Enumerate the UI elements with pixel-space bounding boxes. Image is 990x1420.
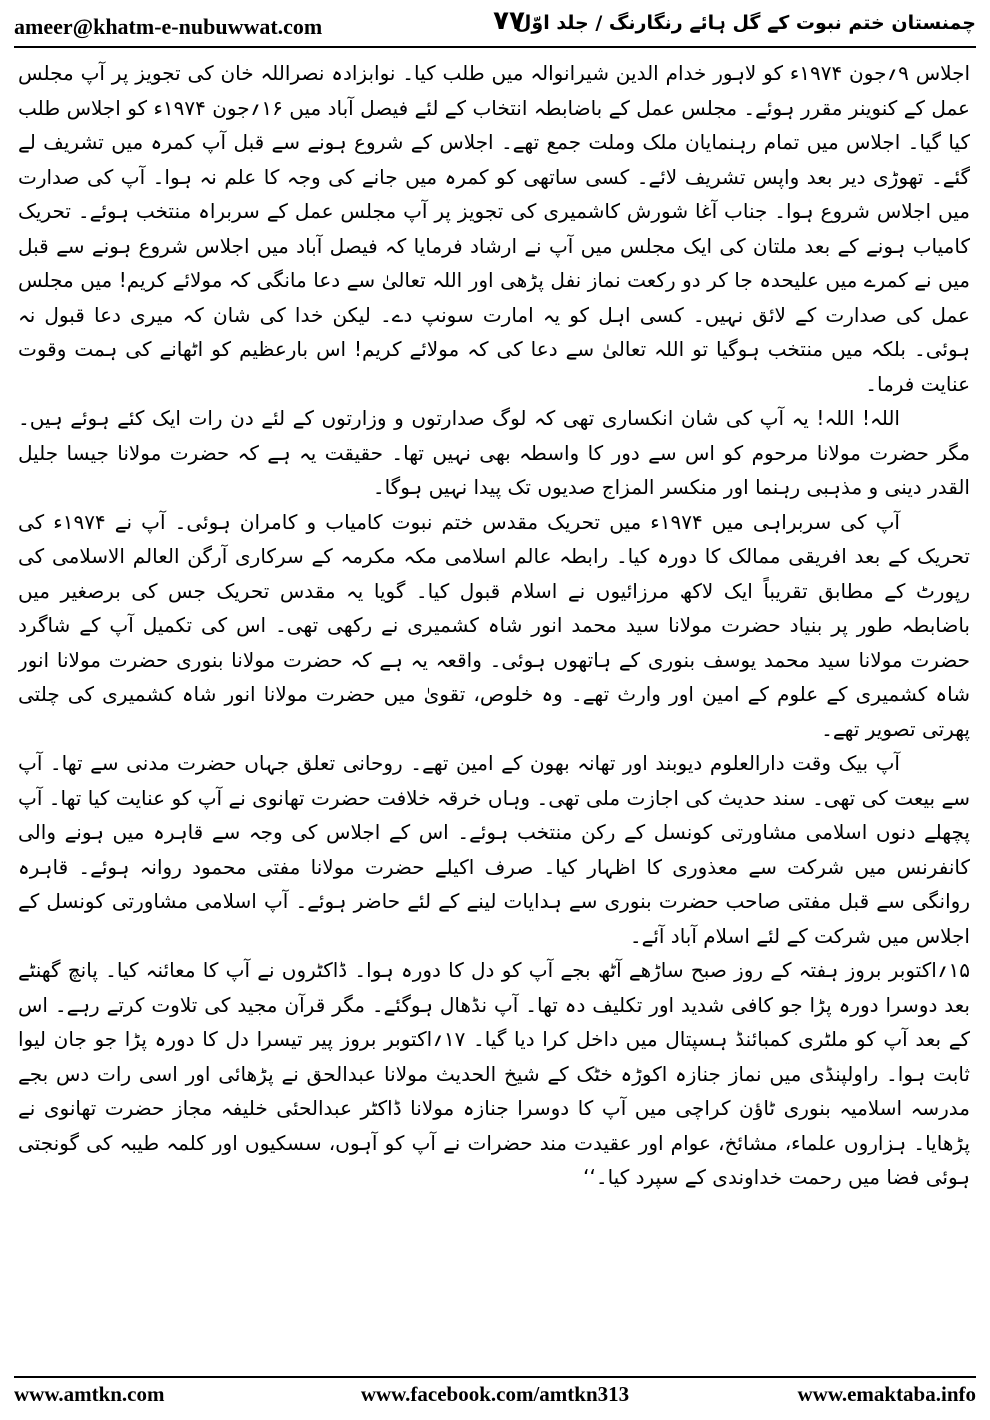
paragraph-4: آپ بیک وقت دارالعلوم دیوبند اور تھانہ بھون کے امین تھے۔ روحانی تعلق جہاں حضرت مدنی سے تھا۔ آپ سے بیعت کی تھی۔ سند حدیث کی اجازت ملی تھی۔ وہاں خرقہ خلافت حضرت تھانوی نے آپ کو عنایت کیا تھا۔ آپ پچھلے دنوں اسلامی مشاورتی کونسل کے رکن منتخب ہوئے۔ اس کے اجلاس کی وجہ سے قاہرہ میں ہونے والی کانفرنس میں شرکت سے معذوری کا اظہار کیا۔ صرف اکیلے حضرت مولانا مفتی محمود روانہ ہوئے۔ قاہرہ روانگی سے قبل مفتی صاحب حضرت بنوری سے ہدایات لینے کے لئے حاضر ہوئے۔ آپ اسلامی مشاورتی کونسل کے اجلاس میں شرکت کے لئے اسلام آباد آئے۔ — [18, 751, 970, 948]
paragraph-2: اللہ! اللہ! یہ آپ کی شان انکساری تھی کہ لوگ صدارتوں و وزارتوں کے لئے دن رات ایک کئے ہوئے ہیں۔ مگر حضرت مولانا مرحوم کو اس سے دور کا واسطہ بھی نہیں تھا۔ حقیقت یہ ہے کہ حضرت مولانا جیسا جلیل القدر دینی و مذہبی رہنما اور منکسر المزاج صدیوں تک پیدا نہیں ہوگا۔ — [18, 406, 970, 499]
paragraph-1: اجلاس ۹؍جون ۱۹۷۴ء کو لاہور خدام الدین شیرانوالہ میں طلب کیا۔ نوابزادہ نصراللہ خان کی تجویز پر آپ مجلس عمل کے کنوینر مقرر ہوئے۔ مجلس عمل کے باضابطہ انتخاب کے لئے فیصل آباد میں ۱۶؍جون ۱۹۷۴ء کو اجلاس طلب کیا گیا۔ اجلاس میں تمام رہنمایان ملک وملت جمع تھے۔ اجلاس کے شروع ہونے سے قبل آپ کمرہ میں تشریف لے گئے۔ تھوڑی دیر بعد واپس تشریف لائے۔ کسی ساتھی کو کمرہ میں جانے کی وجہ کا علم نہ ہوا۔ آپ کی صدارت میں اجلاس شروع ہوا۔ جناب آغا شورش کاشمیری کی تجویز پر آپ مجلس عمل کے سربراہ منتخب ہوئے۔ تحریک کامیاب ہونے کے بعد ملتان کی ایک مجلس میں آپ نے ارشاد فرمایا کہ فیصل آباد میں اجلاس شروع ہونے سے قبل میں نے کمرے میں علیحدہ جا کر دو رکعت نماز نفل پڑھی اور اللہ تعالیٰ سے دعا مانگی کہ مولائے کریم! میں مجلس عمل کی صدارت کے لائق نہیں۔ کسی اہل کو یہ امارت سونپ دے۔ لیکن خدا کی شان کہ میری دعا قبول نہ ہوئی۔ بلکہ میں منتخب ہوگیا تو اللہ تعالیٰ سے دعا کی کہ مولائے کریم! اس بارعظیم کو اٹھانے کی ہمت وقوت عنایت فرما۔ — [18, 61, 970, 396]
page-footer — [14, 1382, 976, 1412]
footer-link-emaktaba[interactable]: www.emaktaba.info — [797, 1382, 976, 1406]
footer-link-amtkn[interactable]: www.amtkn.com — [14, 1382, 165, 1406]
page-header — [14, 6, 976, 46]
page-number: ۷۷ — [493, 6, 525, 36]
paragraph-5: ۱۵؍اکتوبر بروز ہفتہ کے روز صبح ساڑھے آٹھ بجے آپ کو دل کا دورہ ہوا۔ ڈاکٹروں نے آپ کا معائنہ کیا۔ پانچ گھنٹے بعد دوسرا دورہ پڑا جو کافی شدید اور تکلیف دہ تھا۔ آپ نڈھال ہوگئے۔ مگر قرآن مجید کی تلاوت کرتے رہے۔ اس کے بعد آپ کو ملٹری کمبائنڈ ہسپتال میں داخل کرا دیا گیا۔ ۱۷؍اکتوبر بروز پیر تیسرا دل کا دورہ پڑا جو جان لیوا ثابت ہوا۔ راولپنڈی میں نماز جنازہ اکوڑہ خٹک کے شیخ الحدیث مولانا عبدالحق نے پڑھائی اور اسی رات دس بجے مدرسہ اسلامیہ بنوری ٹاؤن کراچی میں آپ کا دوسرا جنازہ مولانا ڈاکٹر عبدالحئی خلیفہ مجاز حضرت تھانوی نے پڑھایا۔ ہزاروں علماء، مشائخ، عوام اور عقیدت مند حضرات نے آپ کو آہوں، سسکیوں اور کلمہ طیبہ کی گونجتی ہوئی فضا میں رحمت خداوندی کے سپرد کیا۔‘‘ — [18, 958, 970, 1189]
page-body — [18, 56, 970, 1371]
footer-divider — [14, 1376, 976, 1378]
footer-link-facebook[interactable]: www.facebook.com/amtkn313 — [360, 1382, 630, 1406]
paragraph-3: آپ کی سربراہی میں ۱۹۷۴ء میں تحریک مقدس ختم نبوت کامیاب و کامران ہوئی۔ آپ نے ۱۹۷۴ء کی تحریک کے بعد افریقی ممالک کا دورہ کیا۔ رابطہ عالم اسلامی مکہ مکرمہ کے سرکاری آرگن العالم الاسلامی کی رپورٹ کے مطابق تقریباً ایک لاکھ مرزائیوں نے اسلام قبول کیا۔ گویا یہ مقدس تحریک جس کی برصغیر میں باضابطہ طور پر بنیاد حضرت مولانا سید محمد انور شاہ کشمیری نے رکھی تھی۔ اس کی تکمیل آپ کے شاگرد حضرت مولانا سید محمد یوسف بنوری کے ہاتھوں ہوئی۔ واقعہ یہ ہے کہ حضرت مولانا بنوری حضرت مولانا انور شاہ کشمیری کے علوم کے امین اور وارث تھے۔ وہ خلوص، تقویٰ میں حضرت مولانا انور شاہ کشمیری کی چلتی پھرتی تصویر تھے۔ — [18, 509, 970, 741]
book-title: چمنستان ختم نبوت کے گل ہائے رنگارنگ / جلد اوّل — [514, 12, 976, 34]
header-email[interactable]: ameer@khatm-e-nubuwwat.com — [14, 14, 323, 39]
header-divider — [14, 46, 976, 48]
